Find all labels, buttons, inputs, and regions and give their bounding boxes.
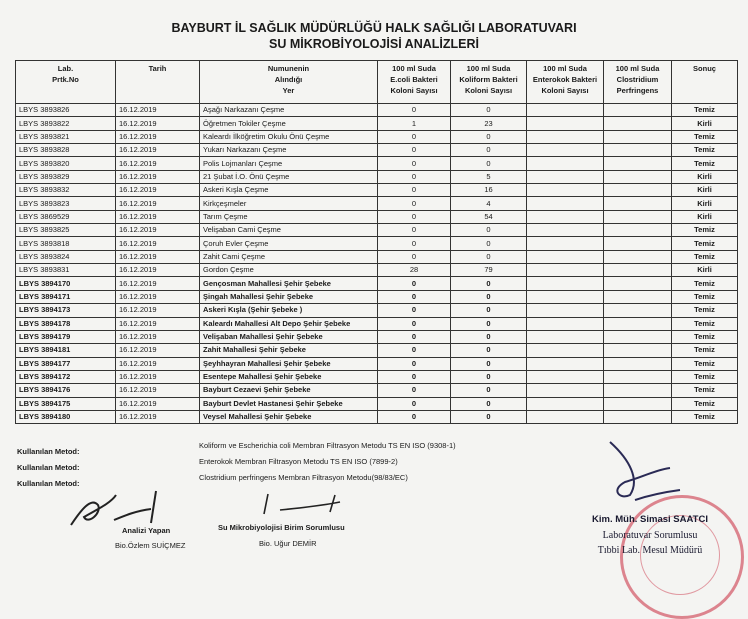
table-row [16, 410, 738, 423]
cell-koliform: 4 [451, 197, 527, 210]
cell-location: Zahit Mahallesi Şehir Şebeke [200, 344, 378, 357]
lab-head-name: Kim. Müh. Simasi SAATCI [592, 514, 708, 525]
cell-lab-no: LBYS 3894170 [16, 277, 116, 290]
cell-clostridium [604, 170, 672, 183]
cell-enterokok [527, 370, 604, 383]
table-row [16, 170, 738, 183]
cell-result: Temiz [672, 317, 738, 330]
cell-clostridium [604, 197, 672, 210]
cell-lab-no: LBYS 3894180 [16, 410, 116, 423]
cell-location: Çoruh Evler Çeşme [200, 237, 378, 250]
cell-enterokok [527, 330, 604, 343]
cell-result: Kirli [672, 197, 738, 210]
cell-koliform: 5 [451, 170, 527, 183]
cell-date: 16.12.2019 [116, 144, 200, 157]
cell-location: Zahit Cami Çeşme [200, 250, 378, 263]
cell-clostridium [604, 277, 672, 290]
cell-location: Askeri Kışla Çeşme [200, 184, 378, 197]
cell-clostridium [604, 357, 672, 370]
method-value: Koliform ve Escherichia coli Membran Filtrasyon Metodu TS EN ISO (9308-1) [199, 441, 456, 450]
cell-clostridium [604, 317, 672, 330]
cell-clostridium [604, 344, 672, 357]
cell-koliform: 0 [451, 277, 527, 290]
unit-supervisor-role: Su Mikrobiyolojisi Birim Sorumlusu [218, 523, 345, 532]
method-value: Clostridium perfringens Membran Filtrasyon Metodu(98/83/EC) [199, 473, 408, 482]
cell-date: 16.12.2019 [116, 210, 200, 223]
cell-date: 16.12.2019 [116, 170, 200, 183]
cell-lab-no: LBYS 3894171 [16, 290, 116, 303]
unit-supervisor-name: Bio. Uğur DEMİR [259, 539, 317, 548]
table-row [16, 397, 738, 410]
cell-enterokok [527, 384, 604, 397]
table-row [16, 370, 738, 383]
cell-result: Temiz [672, 330, 738, 343]
table-row [16, 290, 738, 303]
analysis-table [15, 60, 738, 424]
lab-head-role: Laboratuvar Sorumlusu [602, 530, 698, 541]
cell-koliform: 0 [451, 317, 527, 330]
cell-clostridium [604, 410, 672, 423]
cell-lab-no: LBYS 3893829 [16, 170, 116, 183]
cell-ecoli: 0 [378, 104, 451, 117]
method-label: Kullanılan Metod: [17, 447, 80, 456]
cell-lab-no: LBYS 3893822 [16, 117, 116, 130]
cell-ecoli: 0 [378, 330, 451, 343]
cell-location: Gençosman Mahallesi Şehir Şebeke [200, 277, 378, 290]
cell-enterokok [527, 237, 604, 250]
table-header-row [16, 61, 738, 104]
cell-date: 16.12.2019 [116, 384, 200, 397]
cell-clostridium [604, 184, 672, 197]
cell-ecoli: 28 [378, 264, 451, 277]
table-row [16, 144, 738, 157]
cell-enterokok [527, 317, 604, 330]
cell-lab-no: LBYS 3894173 [16, 304, 116, 317]
table-row [16, 330, 738, 343]
table-row [16, 304, 738, 317]
table-row [16, 184, 738, 197]
cell-date: 16.12.2019 [116, 344, 200, 357]
cell-date: 16.12.2019 [116, 157, 200, 170]
cell-koliform: 0 [451, 344, 527, 357]
table-row [16, 117, 738, 130]
cell-clostridium [604, 304, 672, 317]
cell-enterokok [527, 197, 604, 210]
cell-lab-no: LBYS 3894179 [16, 330, 116, 343]
table-row [16, 277, 738, 290]
cell-koliform: 0 [451, 290, 527, 303]
cell-lab-no: LBYS 3893832 [16, 184, 116, 197]
cell-koliform: 79 [451, 264, 527, 277]
cell-date: 16.12.2019 [116, 104, 200, 117]
table-row [16, 264, 738, 277]
cell-clostridium [604, 290, 672, 303]
method-value: Enterokok Membran Filtrasyon Metodu TS EN ISO (7899-2) [199, 457, 398, 466]
cell-result: Temiz [672, 237, 738, 250]
cell-result: Temiz [672, 277, 738, 290]
document-title: BAYBURT İL SAĞLIK MÜDÜRLÜĞÜ HALK SAĞLIĞI LABORATUVARI [171, 21, 577, 35]
signature-left [66, 485, 186, 530]
cell-ecoli: 0 [378, 370, 451, 383]
cell-result: Temiz [672, 410, 738, 423]
cell-location: Bayburt Cezaevi Şehir Şebeke [200, 384, 378, 397]
cell-lab-no: LBYS 3893824 [16, 250, 116, 263]
cell-result: Kirli [672, 264, 738, 277]
cell-result: Temiz [672, 130, 738, 143]
cell-result: Temiz [672, 157, 738, 170]
cell-ecoli: 0 [378, 344, 451, 357]
cell-enterokok [527, 104, 604, 117]
cell-ecoli: 0 [378, 184, 451, 197]
cell-date: 16.12.2019 [116, 117, 200, 130]
cell-clostridium [604, 370, 672, 383]
cell-koliform: 0 [451, 130, 527, 143]
cell-result: Temiz [672, 344, 738, 357]
cell-clostridium [604, 117, 672, 130]
cell-date: 16.12.2019 [116, 130, 200, 143]
cell-lab-no: LBYS 3894177 [16, 357, 116, 370]
cell-location: Kaleardı İlköğretim Okulu Önü Çeşme [200, 130, 378, 143]
cell-location: Kirkçeşmeler [200, 197, 378, 210]
cell-ecoli: 0 [378, 144, 451, 157]
cell-clostridium [604, 144, 672, 157]
cell-ecoli: 0 [378, 317, 451, 330]
table-row [16, 344, 738, 357]
table-row [16, 157, 738, 170]
cell-koliform: 16 [451, 184, 527, 197]
cell-location: Şeyhhayran Mahallesi Şehir Şebeke [200, 357, 378, 370]
cell-enterokok [527, 290, 604, 303]
cell-result: Temiz [672, 250, 738, 263]
document-subtitle: SU MİKROBİYOLOJİSİ ANALİZLERİ [269, 37, 479, 51]
cell-koliform: 0 [451, 157, 527, 170]
cell-enterokok [527, 210, 604, 223]
method-label: Kullanılan Metod: [17, 463, 80, 472]
cell-clostridium [604, 224, 672, 237]
cell-enterokok [527, 117, 604, 130]
cell-result: Temiz [672, 290, 738, 303]
cell-result: Temiz [672, 370, 738, 383]
cell-ecoli: 0 [378, 277, 451, 290]
cell-lab-no: LBYS 3893828 [16, 144, 116, 157]
header-enterokok: 100 ml Suda Enterokok Bakteri Koloni Sayısı [527, 61, 604, 104]
cell-enterokok [527, 157, 604, 170]
cell-result: Temiz [672, 397, 738, 410]
cell-ecoli: 0 [378, 237, 451, 250]
cell-result: Kirli [672, 117, 738, 130]
cell-enterokok [527, 277, 604, 290]
table-row [16, 250, 738, 263]
table-row [16, 104, 738, 117]
cell-result: Temiz [672, 357, 738, 370]
table-row [16, 197, 738, 210]
cell-result: Temiz [672, 224, 738, 237]
cell-clostridium [604, 130, 672, 143]
cell-enterokok [527, 357, 604, 370]
table-row [16, 317, 738, 330]
cell-lab-no: LBYS 3893823 [16, 197, 116, 210]
cell-koliform: 0 [451, 397, 527, 410]
table-row [16, 357, 738, 370]
cell-ecoli: 0 [378, 197, 451, 210]
cell-enterokok [527, 250, 604, 263]
cell-result: Kirli [672, 170, 738, 183]
cell-koliform: 0 [451, 357, 527, 370]
cell-result: Kirli [672, 184, 738, 197]
cell-lab-no: LBYS 3894181 [16, 344, 116, 357]
cell-location: Veysel Mahallesi Şehir Şebeke [200, 410, 378, 423]
cell-lab-no: LBYS 3893831 [16, 264, 116, 277]
header-date: Tarih [116, 61, 200, 104]
cell-location: Tarım Çeşme [200, 210, 378, 223]
cell-koliform: 23 [451, 117, 527, 130]
cell-lab-no: LBYS 3893821 [16, 130, 116, 143]
cell-clostridium [604, 397, 672, 410]
cell-location: Kaleardı Mahallesi Alt Depo Şehir Şebeke [200, 317, 378, 330]
cell-koliform: 0 [451, 370, 527, 383]
cell-date: 16.12.2019 [116, 224, 200, 237]
cell-date: 16.12.2019 [116, 290, 200, 303]
cell-enterokok [527, 397, 604, 410]
cell-ecoli: 0 [378, 304, 451, 317]
table-row [16, 237, 738, 250]
cell-date: 16.12.2019 [116, 184, 200, 197]
cell-ecoli: 0 [378, 410, 451, 423]
cell-ecoli: 1 [378, 117, 451, 130]
cell-ecoli: 0 [378, 250, 451, 263]
cell-clostridium [604, 237, 672, 250]
cell-date: 16.12.2019 [116, 357, 200, 370]
cell-location: Askeri Kışla (Şehir Şebeke ) [200, 304, 378, 317]
cell-clostridium [604, 210, 672, 223]
cell-koliform: 0 [451, 410, 527, 423]
cell-enterokok [527, 410, 604, 423]
cell-date: 16.12.2019 [116, 264, 200, 277]
table-row [16, 130, 738, 143]
cell-result: Temiz [672, 144, 738, 157]
cell-location: Aşağı Narkazanı Çeşme [200, 104, 378, 117]
cell-koliform: 0 [451, 304, 527, 317]
cell-enterokok [527, 344, 604, 357]
cell-date: 16.12.2019 [116, 304, 200, 317]
cell-ecoli: 0 [378, 157, 451, 170]
cell-location: Esentepe Mahallesi Şehir Şebeke [200, 370, 378, 383]
cell-location: 21 Şubat İ.O. Önü Çeşme [200, 170, 378, 183]
cell-date: 16.12.2019 [116, 237, 200, 250]
cell-koliform: 0 [451, 237, 527, 250]
cell-enterokok [527, 264, 604, 277]
header-result: Sonuç [672, 61, 738, 104]
cell-enterokok [527, 304, 604, 317]
cell-koliform: 0 [451, 330, 527, 343]
cell-koliform: 0 [451, 250, 527, 263]
cell-enterokok [527, 130, 604, 143]
analyst-name: Bio.Özlem SUİÇMEZ [115, 541, 186, 550]
cell-ecoli: 0 [378, 384, 451, 397]
cell-result: Kirli [672, 210, 738, 223]
header-clostridium: 100 ml Suda Clostridium Perfringens [604, 61, 672, 104]
cell-location: Bayburt Devlet Hastanesi Şehir Şebeke [200, 397, 378, 410]
cell-location: Velişaban Cami Çeşme [200, 224, 378, 237]
cell-enterokok [527, 170, 604, 183]
signature-middle [260, 490, 360, 520]
cell-enterokok [527, 184, 604, 197]
cell-enterokok [527, 224, 604, 237]
table-row [16, 224, 738, 237]
cell-koliform: 0 [451, 144, 527, 157]
analyst-role: Analizi Yapan [122, 526, 171, 535]
cell-date: 16.12.2019 [116, 397, 200, 410]
method-label: Kullanılan Metod: [17, 479, 80, 488]
cell-clostridium [604, 384, 672, 397]
cell-lab-no: LBYS 3869529 [16, 210, 116, 223]
header-location: Numunenin Alındığı Yer [200, 61, 378, 104]
cell-lab-no: LBYS 3893826 [16, 104, 116, 117]
table-row [16, 210, 738, 223]
cell-koliform: 54 [451, 210, 527, 223]
header-lab-no: Lab. Prtk.No [16, 61, 116, 104]
cell-clostridium [604, 250, 672, 263]
cell-lab-no: LBYS 3893825 [16, 224, 116, 237]
signature-right [570, 440, 710, 520]
cell-ecoli: 0 [378, 357, 451, 370]
table-row [16, 384, 738, 397]
cell-lab-no: LBYS 3894178 [16, 317, 116, 330]
cell-date: 16.12.2019 [116, 317, 200, 330]
cell-ecoli: 0 [378, 130, 451, 143]
cell-result: Temiz [672, 104, 738, 117]
cell-lab-no: LBYS 3893820 [16, 157, 116, 170]
cell-result: Temiz [672, 384, 738, 397]
cell-date: 16.12.2019 [116, 370, 200, 383]
lab-head-role-2: Tıbbi Lab. Mesul Müdürü [597, 545, 703, 556]
cell-enterokok [527, 144, 604, 157]
cell-ecoli: 0 [378, 290, 451, 303]
cell-date: 16.12.2019 [116, 330, 200, 343]
header-koliform: 100 ml Suda Koliform Bakteri Koloni Sayısı [451, 61, 527, 104]
cell-date: 16.12.2019 [116, 410, 200, 423]
cell-location: Yukarı Narkazanı Çeşme [200, 144, 378, 157]
cell-clostridium [604, 330, 672, 343]
cell-koliform: 0 [451, 224, 527, 237]
cell-lab-no: LBYS 3893818 [16, 237, 116, 250]
header-ecoli: 100 ml Suda E.coli Bakteri Koloni Sayısı [378, 61, 451, 104]
cell-lab-no: LBYS 3894175 [16, 397, 116, 410]
cell-ecoli: 0 [378, 224, 451, 237]
cell-location: Öğretmen Tokiler Çeşme [200, 117, 378, 130]
cell-ecoli: 0 [378, 210, 451, 223]
cell-koliform: 0 [451, 384, 527, 397]
cell-location: Velişaban Mahallesi Şehir Şebeke [200, 330, 378, 343]
cell-ecoli: 0 [378, 170, 451, 183]
cell-result: Temiz [672, 304, 738, 317]
cell-clostridium [604, 104, 672, 117]
cell-date: 16.12.2019 [116, 250, 200, 263]
cell-lab-no: LBYS 3894172 [16, 370, 116, 383]
cell-lab-no: LBYS 3894176 [16, 384, 116, 397]
cell-clostridium [604, 157, 672, 170]
cell-location: Şingah Mahallesi Şehir Şebeke [200, 290, 378, 303]
cell-date: 16.12.2019 [116, 197, 200, 210]
cell-date: 16.12.2019 [116, 277, 200, 290]
cell-clostridium [604, 264, 672, 277]
cell-location: Polis Lojmanları Çeşme [200, 157, 378, 170]
cell-ecoli: 0 [378, 397, 451, 410]
cell-koliform: 0 [451, 104, 527, 117]
cell-location: Gordon Çeşme [200, 264, 378, 277]
